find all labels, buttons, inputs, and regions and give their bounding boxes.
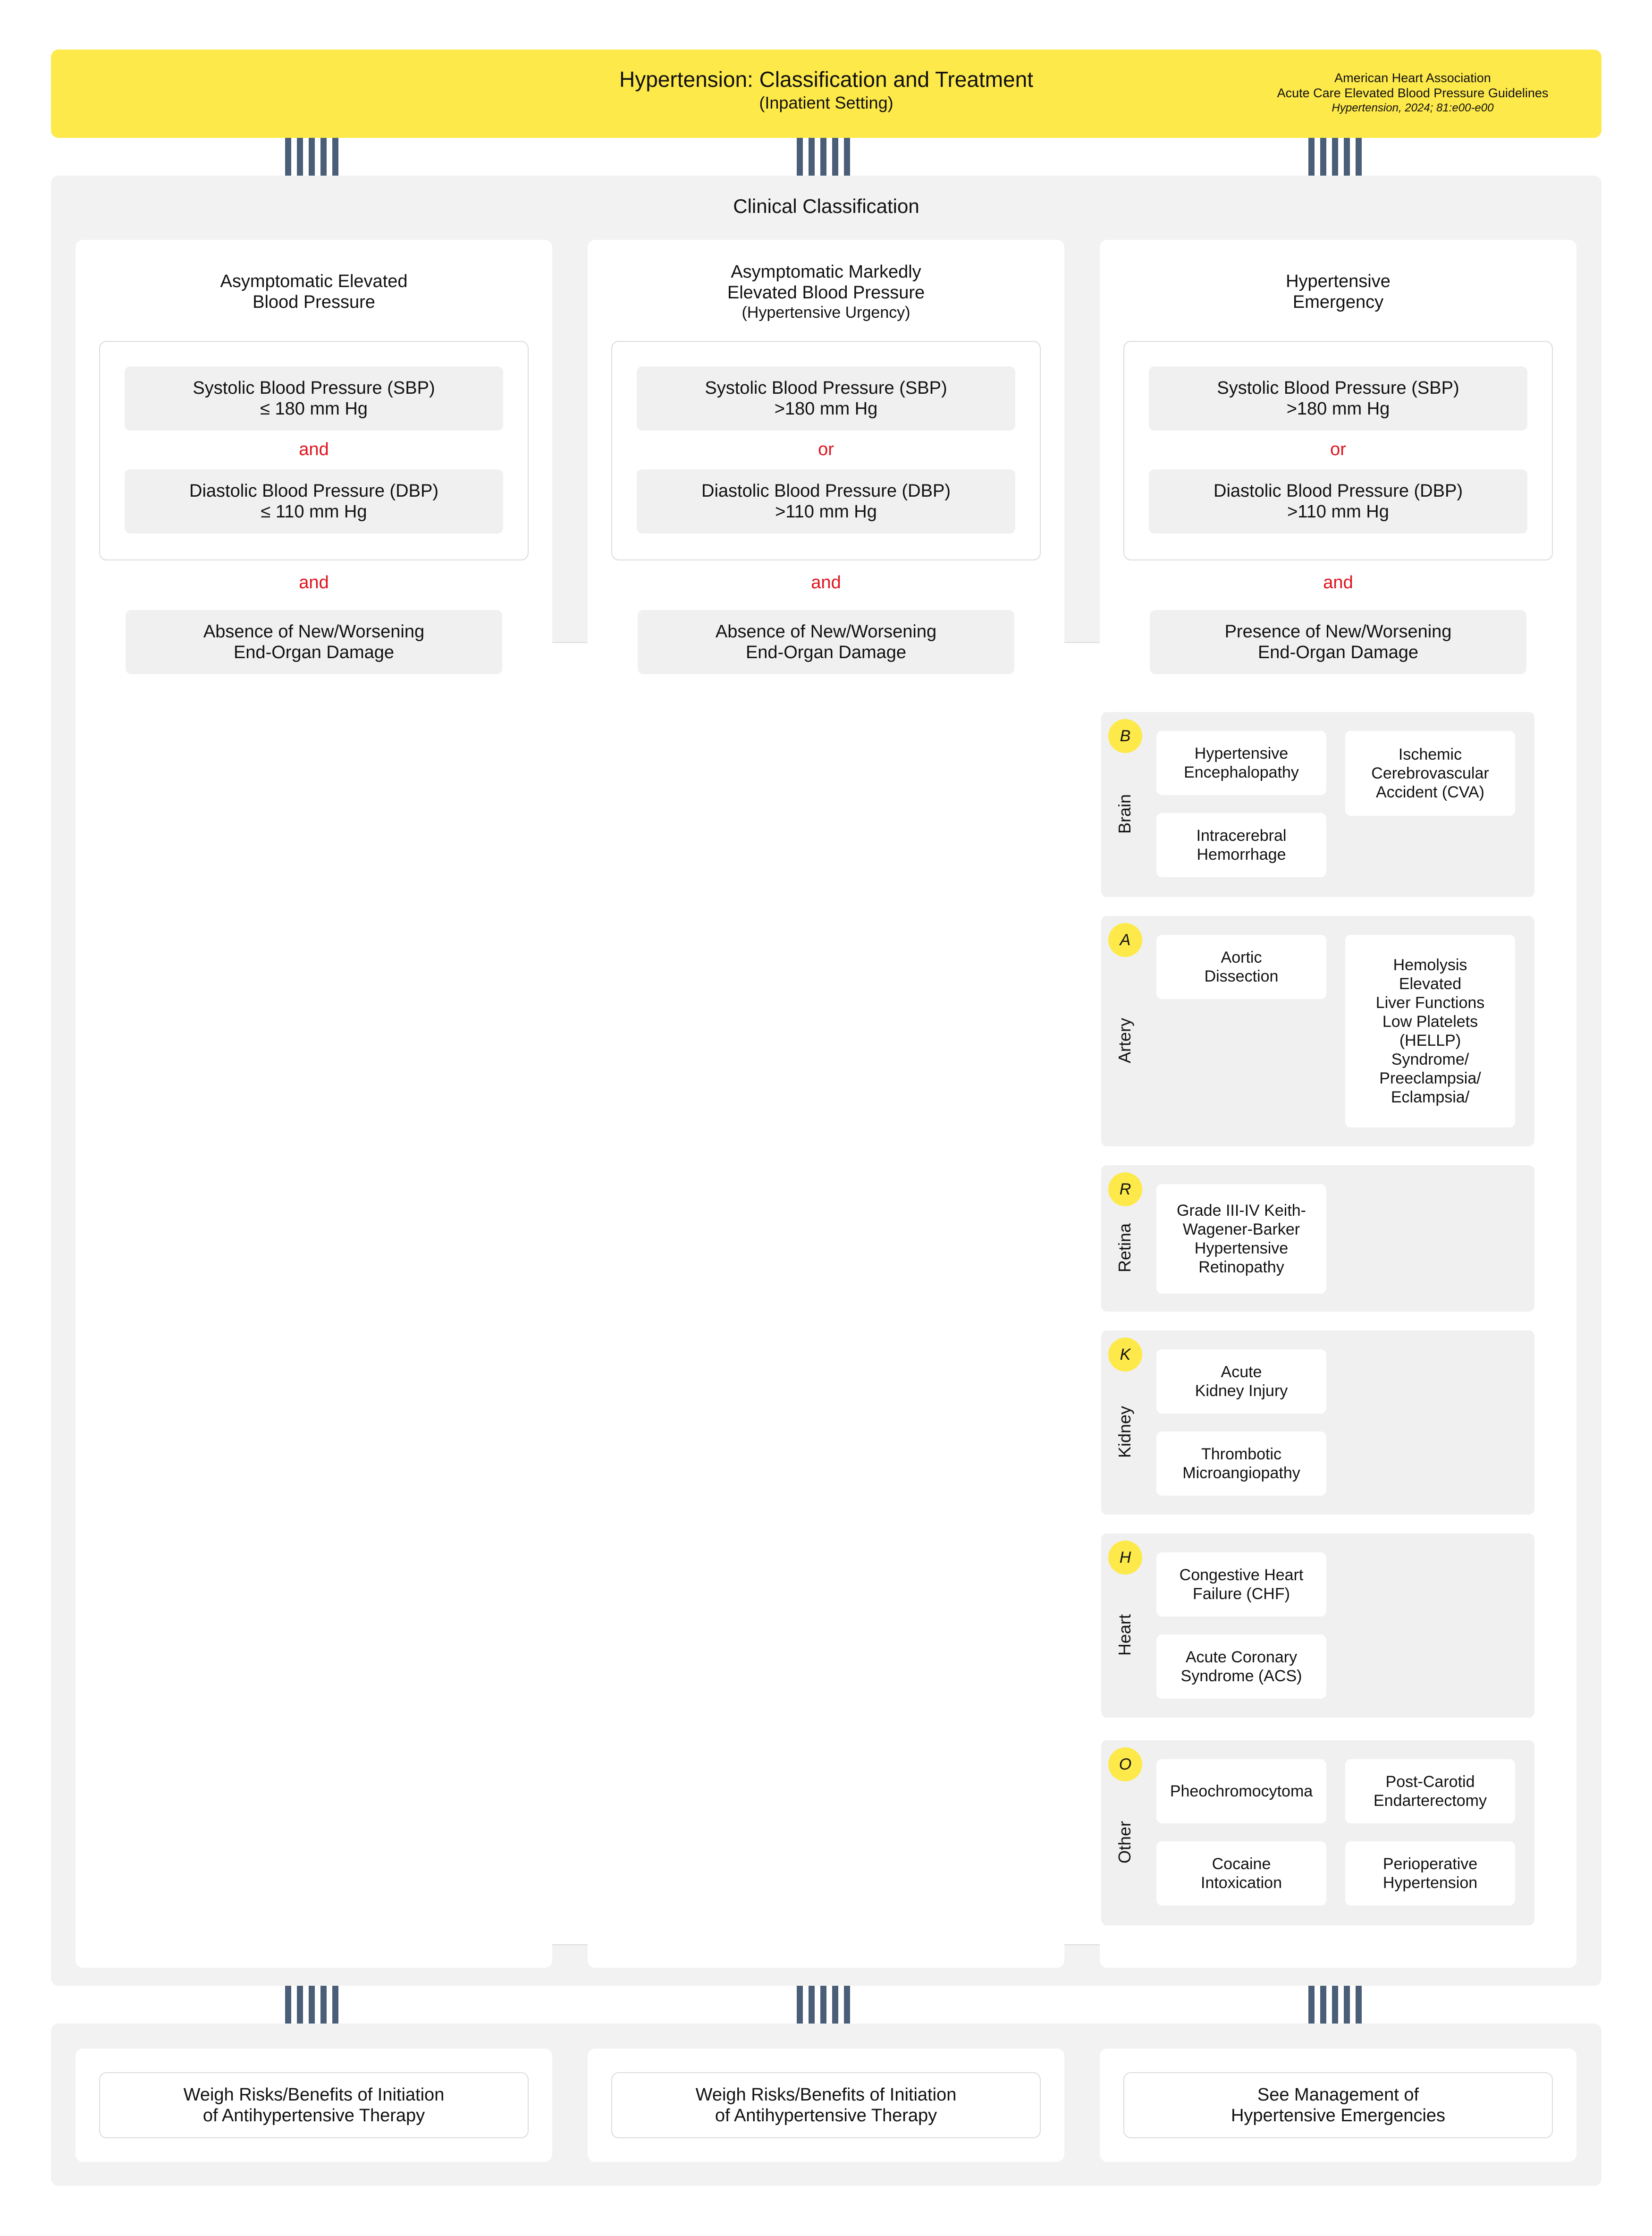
- sbp-criterion: [1149, 366, 1527, 431]
- organ-group-brain: [1101, 712, 1534, 897]
- condition-line: Wagener-Barker: [1182, 1220, 1300, 1238]
- damage-line: Absence of New/Worsening: [203, 622, 425, 642]
- treatment-panel: [51, 2024, 1601, 2186]
- column-title-line: Emergency: [1292, 292, 1384, 312]
- dbp-value: >110 mm Hg: [1287, 502, 1389, 522]
- organ-label-text: Heart: [1115, 1614, 1134, 1656]
- flow-connector: [797, 1986, 850, 2024]
- condition-line: Accident (CVA): [1376, 783, 1484, 801]
- organ-group-kidney: [1101, 1330, 1534, 1515]
- damage-line: Presence of New/Worsening: [1224, 622, 1452, 642]
- action-line: Weigh Risks/Benefits of Initiation: [695, 2085, 957, 2105]
- organ-label-text: Retina: [1115, 1223, 1134, 1273]
- condition-line: Hemorrhage: [1197, 846, 1286, 864]
- dbp-label: Diastolic Blood Pressure (DBP): [1214, 481, 1463, 501]
- action-line: of Antihypertensive Therapy: [715, 2106, 937, 2126]
- bp-criteria-box: [611, 341, 1041, 560]
- column-title: [1100, 240, 1576, 344]
- reference-guideline: Acute Care Elevated Blood Pressure Guidelines: [1277, 86, 1549, 100]
- condition-box: [1156, 1759, 1326, 1823]
- treatment-card: [1100, 2049, 1576, 2162]
- condition-line: Grade III-IV Keith-: [1177, 1202, 1306, 1220]
- column-title-line: Asymptomatic Markedly: [731, 262, 921, 282]
- condition-box: [1156, 1349, 1326, 1414]
- end-organ-damage-criterion: [1150, 610, 1526, 674]
- organ-group-retina: [1101, 1165, 1534, 1312]
- condition-line: Microangiopathy: [1182, 1464, 1300, 1482]
- flow-connector: [285, 1986, 338, 2024]
- condition-line: Intoxication: [1201, 1874, 1282, 1892]
- condition-line: Kidney Injury: [1195, 1382, 1288, 1400]
- reference-block: [1247, 70, 1578, 116]
- condition-line: Cocaine: [1212, 1855, 1271, 1873]
- condition-line: Liver Functions: [1375, 994, 1485, 1012]
- condition-box: [1156, 1635, 1326, 1699]
- flow-connector: [1308, 138, 1362, 176]
- condition-box: [1156, 1184, 1326, 1294]
- condition-line: Hypertensive: [1194, 1239, 1289, 1257]
- condition-line: Ischemic: [1398, 745, 1462, 763]
- logic-joiner: and: [811, 573, 841, 593]
- treatment-action-button[interactable]: [99, 2072, 529, 2138]
- condition-line: Syndrome/: [1391, 1050, 1469, 1068]
- organ-badge: H: [1108, 1541, 1142, 1575]
- condition-box: [1156, 935, 1326, 999]
- condition-line: Syndrome (ACS): [1180, 1667, 1302, 1685]
- organ-label-text: Brain: [1115, 794, 1134, 834]
- sbp-value: ≤ 180 mm Hg: [260, 399, 368, 419]
- column-title: [588, 240, 1064, 344]
- condition-line: Aortic: [1221, 949, 1262, 966]
- dbp-criterion: [1149, 469, 1527, 534]
- treatment-card: [76, 2049, 552, 2162]
- condition-box: [1156, 1431, 1326, 1496]
- action-line: Weigh Risks/Benefits of Initiation: [183, 2085, 445, 2105]
- damage-line: End-Organ Damage: [233, 643, 395, 662]
- action-line: See Management of: [1257, 2085, 1419, 2105]
- logic-joiner: or: [1330, 440, 1346, 459]
- dbp-value: >110 mm Hg: [775, 502, 877, 522]
- condition-line: Acute Coronary: [1185, 1648, 1298, 1666]
- condition-line: Dissection: [1204, 967, 1279, 985]
- dbp-label: Diastolic Blood Pressure (DBP): [701, 481, 951, 501]
- condition-line: Perioperative: [1382, 1855, 1478, 1873]
- condition-line: Congestive Heart: [1179, 1566, 1304, 1584]
- column-title-line: Hypertensive: [1286, 271, 1391, 291]
- organ-label-text: Kidney: [1115, 1406, 1134, 1458]
- action-line: Hypertensive Emergencies: [1231, 2106, 1446, 2126]
- organ-badge: O: [1108, 1747, 1142, 1781]
- flow-connector: [1308, 1986, 1362, 2024]
- condition-box: [1345, 1759, 1515, 1823]
- condition-line: Eclampsia/: [1391, 1088, 1470, 1106]
- organ-badge: R: [1108, 1172, 1142, 1206]
- flow-connector: [285, 138, 338, 176]
- action-line: of Antihypertensive Therapy: [202, 2106, 425, 2126]
- condition-line: Endarterectomy: [1374, 1792, 1487, 1810]
- condition-line: Preeclampsia/: [1379, 1069, 1481, 1087]
- flow-connector: [797, 138, 850, 176]
- organ-group-artery: [1101, 916, 1534, 1146]
- column-title-line: Blood Pressure: [253, 292, 375, 312]
- organ-badge: A: [1108, 923, 1142, 957]
- condition-box: [1345, 731, 1515, 816]
- organ-group-heart: [1101, 1533, 1534, 1718]
- condition-line: Acute: [1221, 1363, 1262, 1381]
- organ-label-text: Artery: [1115, 1017, 1134, 1064]
- condition-line: Hypertensive: [1194, 745, 1289, 762]
- organ-badge: K: [1108, 1338, 1142, 1372]
- treatment-card: [588, 2049, 1064, 2162]
- logic-joiner: and: [299, 440, 329, 459]
- condition-line: Thrombotic: [1201, 1445, 1282, 1463]
- header-banner: [51, 50, 1601, 138]
- sbp-criterion: [637, 366, 1015, 431]
- condition-line: Pheochromocytoma: [1170, 1782, 1313, 1800]
- condition-line: Failure (CHF): [1193, 1585, 1290, 1603]
- sbp-criterion: [125, 366, 503, 431]
- sbp-label: Systolic Blood Pressure (SBP): [705, 378, 947, 398]
- damage-line: End-Organ Damage: [1257, 643, 1419, 662]
- condition-line: Low Platelets: [1382, 1013, 1478, 1031]
- treatment-action-button[interactable]: [1123, 2072, 1553, 2138]
- organ-group-other: [1101, 1740, 1534, 1925]
- dbp-label: Diastolic Blood Pressure (DBP): [189, 481, 438, 501]
- condition-box: [1156, 731, 1326, 795]
- condition-line: Intracerebral: [1196, 827, 1287, 845]
- column-title-note: (Hypertensive Urgency): [742, 304, 910, 322]
- organ-label-text: Other: [1115, 1821, 1134, 1864]
- dbp-value: ≤ 110 mm Hg: [261, 502, 367, 522]
- sbp-label: Systolic Blood Pressure (SBP): [1217, 378, 1459, 398]
- dbp-criterion: [125, 469, 503, 534]
- page-subtitle: (Inpatient Setting): [759, 93, 893, 112]
- logic-joiner: or: [818, 440, 834, 459]
- organ-badge: B: [1108, 719, 1142, 753]
- page-title: Hypertension: Classification and Treatment: [619, 67, 1033, 92]
- logic-joiner: and: [299, 573, 329, 593]
- condition-box: [1345, 935, 1515, 1127]
- condition-line: Encephalopathy: [1184, 763, 1299, 781]
- condition-line: Post-Carotid: [1385, 1773, 1475, 1791]
- end-organ-damage-criterion: [638, 610, 1014, 674]
- condition-box: [1156, 1841, 1326, 1906]
- condition-line: Retinopathy: [1198, 1258, 1284, 1276]
- damage-line: Absence of New/Worsening: [715, 622, 937, 642]
- damage-line: End-Organ Damage: [745, 643, 907, 662]
- column-title-line: Asymptomatic Elevated: [220, 271, 408, 291]
- column-title-line: Elevated Blood Pressure: [727, 283, 925, 303]
- column-title: [76, 240, 552, 344]
- condition-line: Cerebrovascular: [1371, 764, 1489, 782]
- condition-box: [1156, 813, 1326, 877]
- end-organ-damage-criterion: [126, 610, 502, 674]
- reference-citation: Hypertension, 2024; 81:e00-e00: [1332, 102, 1494, 114]
- condition-line: Hemolysis: [1393, 956, 1467, 974]
- treatment-action-button[interactable]: [611, 2072, 1041, 2138]
- logic-joiner: and: [1323, 573, 1353, 593]
- bp-criteria-box: [1123, 341, 1553, 560]
- dbp-criterion: [637, 469, 1015, 534]
- reference-organization: American Heart Association: [1334, 71, 1491, 85]
- condition-box: [1156, 1552, 1326, 1617]
- sbp-value: >180 mm Hg: [1286, 399, 1390, 419]
- panel-title: Clinical Classification: [733, 195, 919, 217]
- condition-line: Hypertension: [1382, 1874, 1478, 1892]
- bp-criteria-box: [99, 341, 529, 560]
- condition-line: Elevated: [1399, 975, 1462, 993]
- sbp-label: Systolic Blood Pressure (SBP): [193, 378, 435, 398]
- condition-box: [1345, 1841, 1515, 1906]
- condition-line: (HELLP): [1399, 1032, 1461, 1050]
- sbp-value: >180 mm Hg: [774, 399, 878, 419]
